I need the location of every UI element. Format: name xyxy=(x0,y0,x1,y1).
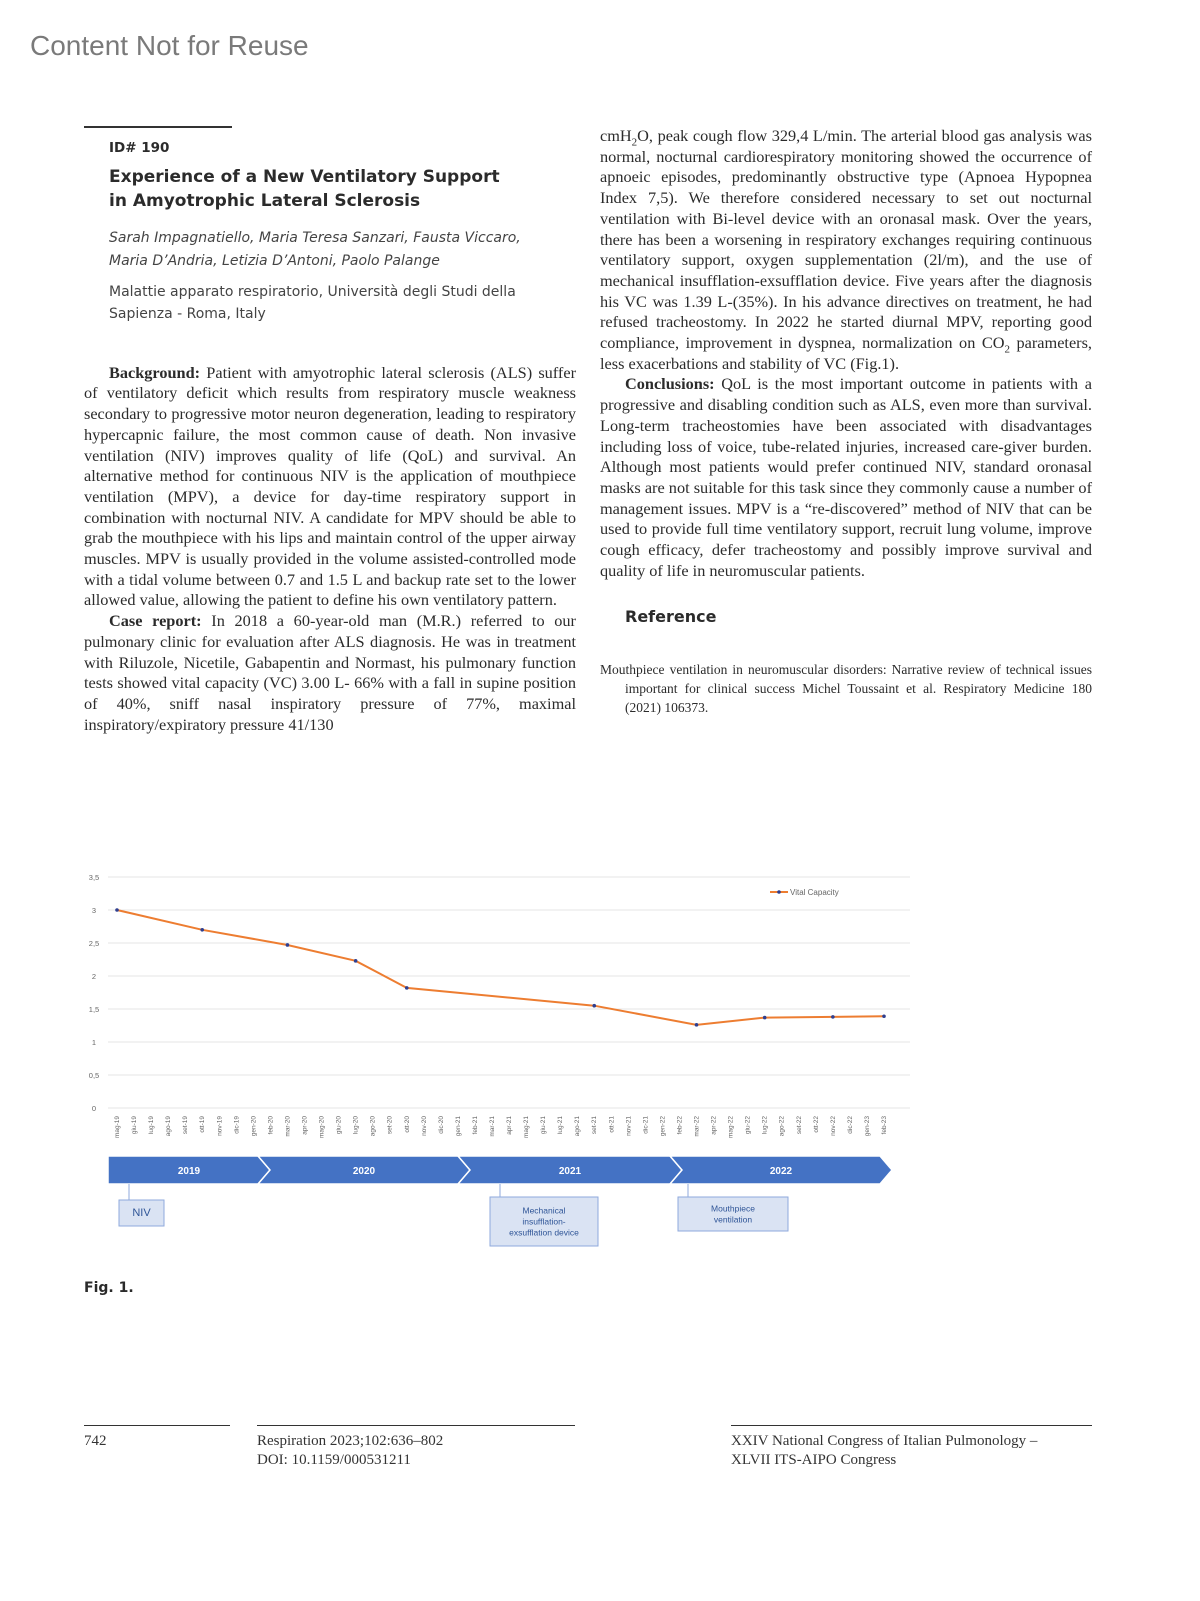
y-tick-label: 0 xyxy=(91,1104,97,1113)
data-point-marker xyxy=(354,959,358,963)
x-tick-label: mag-21 xyxy=(523,1116,531,1139)
footer-rule-journal xyxy=(257,1425,575,1426)
x-tick-label: gen-20 xyxy=(250,1116,258,1137)
x-tick-label: apr-22 xyxy=(710,1116,718,1135)
congress-line-1: XXIV National Congress of Italian Pulmonology – xyxy=(731,1433,1038,1449)
case-report-text-end: parameters, less exacerbations and stability of VC (Fig.1). xyxy=(600,333,1092,373)
timeline-year-label: 2022 xyxy=(769,1166,793,1177)
x-tick-label: giu-21 xyxy=(540,1116,548,1135)
congress-line-2: XLVII ITS-AIPO Congress xyxy=(731,1452,897,1468)
case-report-text: In 2018 a 60-year-old man (M.R.) referred to our pulmonary clinic for evaluation after ALS diagnosis. He was in treatment with Riluzole, Nicetile, Gabapentin and Normast, his pulmonary function tests showed vital capacity (VC) 3.00 L- 66% with a fall in supine position of 40%, sniff nasal inspiratory pressure of 77%, maximal inspiratory/expiratory pressure 41/130 xyxy=(84,611,576,734)
x-tick-label: nov-19 xyxy=(216,1116,224,1136)
data-point-marker xyxy=(882,1014,886,1018)
doi-line: DOI: 10.1159/000531211 xyxy=(257,1452,411,1468)
x-tick-label: lug-20 xyxy=(352,1116,360,1135)
x-tick-label: mag-19 xyxy=(114,1116,121,1139)
page-number: 742 xyxy=(84,1433,107,1449)
x-tick-label: set-20 xyxy=(386,1116,394,1135)
abstract-id: ID# 190 xyxy=(109,140,170,156)
watermark: Content Not for Reuse xyxy=(30,30,309,61)
x-tick-label: apr-20 xyxy=(301,1116,309,1135)
timeline-year-label: 2020 xyxy=(352,1166,376,1177)
x-tick-label: giu-19 xyxy=(131,1116,139,1135)
event-label: Mouthpiece xyxy=(711,1203,755,1214)
x-tick-label: nov-21 xyxy=(625,1116,633,1136)
x-tick-label: dic-22 xyxy=(846,1116,854,1134)
footer-rule-congress xyxy=(731,1425,1092,1426)
legend-label: Vital Capacity xyxy=(790,888,839,897)
x-tick-label: ago-20 xyxy=(369,1116,377,1137)
x-tick-label: gen-22 xyxy=(659,1116,667,1137)
chart-canvas xyxy=(80,860,920,1260)
y-tick-label: 1 xyxy=(91,1038,97,1047)
x-tick-label: ott-20 xyxy=(403,1116,411,1133)
x-tick-label: mar-22 xyxy=(693,1116,701,1137)
affiliation xyxy=(109,281,576,325)
background-label: Background: xyxy=(109,362,201,382)
y-tick-label: 3 xyxy=(91,906,97,915)
conclusions-text: QoL is the most important outcome in patients with a progressive and disabling condition such as ALS, even more than survival. Long-term tracheostomies have been associated with disadvantages including loss of voice, tube-related injuries, increased care-giver burden. Although most patients would prefer continued NIV, standard oronasal masks are not suitable for this task since they commonly cause a number of management issues. MPV is a “re-discovered” method of NIV that can be used to provide full time ventilatory support, recruit lung volume, improve cough efficacy, defer tracheostomy and possibly improve survival and quality of life in neuromuscular patients. xyxy=(600,374,1092,580)
y-tick-label: 3,5 xyxy=(88,873,100,882)
x-tick-label: gen-23 xyxy=(863,1116,871,1137)
right-column xyxy=(600,126,1092,717)
x-tick-label: mag-22 xyxy=(727,1116,735,1139)
vital-capacity-line xyxy=(117,910,884,1025)
x-tick-label: ago-21 xyxy=(574,1116,582,1137)
title-line-1: Experience of a New Ventilatory Support xyxy=(109,166,500,187)
y-tick-label: 2 xyxy=(91,972,97,981)
data-point-marker xyxy=(115,908,119,912)
y-tick-label: 1,5 xyxy=(88,1005,100,1014)
vital-capacity-chart xyxy=(80,860,920,1260)
case-report-paragraph xyxy=(84,611,576,735)
x-tick-label: dic-21 xyxy=(642,1116,650,1134)
background-text: Patient with amyotrophic lateral sclerosis (ALS) suffer of ventilatory deficit which results from respiratory muscle weakness secondary to progressive motor neuron degeneration, leading to respiratory hypercapnic failure, the most common cause of death. Non invasive ventilation (NIV) improves quality of life (QoL) and survival. An alternative method for continuous NIV is the application of mouthpiece ventilation (MPV), a device for day-time respiratory support in combination with nocturnal NIV. A candidate for MPV should be able to grab the mouthpiece with his lips and maintain control of the upper airway muscles. MPV is usually provided in the volume assisted-controlled mode with a tidal volume between 0.7 and 1.5 L and backup rate set to the lower allowed value, allowing the patient to define his own ventilatory pattern. xyxy=(84,362,576,610)
reference-item: Mouthpiece ventilation in neuromuscular disorders: Narrative review of technical issues important for clinical success Michel Toussaint et al. Respiratory Medicine 180 (2021) 106373. xyxy=(600,662,1092,716)
case-report-text-continued: O, peak cough flow 329,4 L/min. The arterial blood gas analysis was normal, nocturnal cardiorespiratory monitoring showed the occurrence of apnoeic episodes, predominantly obstructive type (Apnoea Hypopnea Index 7,5). We therefore considered necessary to set out nocturnal ventilation with Bi-level device with an oronasal mask. Over the years, there has been a worsening in respiratory exchanges requiring continuous ventilatory support, oxygen supplementation (2l/m), and the use of mechanical insufflation-exsufflation device. Five years after the diagnosis his VC was 1.39 L-(35%). In his advance directives on treatment, he had refused tracheostomy. In 2022 he started diurnal MPV, reporting good compliance, improvement in dyspnea, normalization on CO xyxy=(600,126,1092,353)
x-tick-label: nov-20 xyxy=(420,1116,428,1136)
x-tick-label: feb-22 xyxy=(676,1116,684,1135)
x-tick-label: lug-22 xyxy=(761,1116,769,1135)
affiliation-line-1: Malattie apparato respiratorio, Università degli Studi della xyxy=(109,283,516,300)
y-tick-label: 2,5 xyxy=(88,939,100,948)
x-tick-label: ago-19 xyxy=(165,1116,173,1137)
subscript-2: 2 xyxy=(631,136,638,149)
x-tick-label: ago-22 xyxy=(778,1116,786,1137)
footer-rule-page xyxy=(84,1425,230,1426)
x-tick-label: dic-20 xyxy=(437,1116,445,1134)
x-tick-label: feb-23 xyxy=(881,1116,888,1135)
x-tick-label: gen-21 xyxy=(454,1116,462,1137)
timeline-year-label: 2021 xyxy=(558,1166,582,1177)
event-label: insufflation- xyxy=(522,1216,566,1227)
data-point-marker xyxy=(695,1023,699,1027)
subscript-2: 2 xyxy=(1004,343,1010,356)
event-label: Mechanical xyxy=(522,1205,566,1216)
event-label: NIV xyxy=(132,1207,151,1219)
abstract-header xyxy=(84,138,576,325)
conclusions-paragraph xyxy=(600,374,1092,581)
conclusions-label: Conclusions: xyxy=(625,374,715,394)
x-tick-label: set-19 xyxy=(182,1116,190,1135)
title-line-2: in Amyotrophic Lateral Sclerosis xyxy=(109,190,421,211)
journal-citation xyxy=(257,1432,443,1470)
data-point-marker xyxy=(405,986,409,990)
event-label: ventilation xyxy=(713,1214,753,1225)
x-tick-label: lug-19 xyxy=(148,1116,156,1135)
x-tick-label: mar-21 xyxy=(488,1116,496,1137)
header-rule xyxy=(84,126,232,128)
x-tick-label: giu-22 xyxy=(744,1116,752,1135)
x-tick-label: apr-21 xyxy=(506,1116,514,1135)
reference-heading: Reference xyxy=(625,607,717,627)
x-tick-label: feb-21 xyxy=(471,1116,479,1135)
x-tick-label: giu-20 xyxy=(335,1116,343,1135)
data-point-marker xyxy=(200,928,204,932)
authors xyxy=(109,227,576,273)
figure-label: Fig. 1. xyxy=(84,1280,134,1296)
x-tick-label: mag-20 xyxy=(318,1116,326,1139)
case-report-label: Case report: xyxy=(109,611,202,631)
affiliation-line-2: Sapienza - Roma, Italy xyxy=(109,305,266,322)
data-point-marker xyxy=(831,1015,835,1019)
data-point-marker xyxy=(763,1016,767,1020)
authors-line-1: Sarah Impagnatiello, Maria Teresa Sanzari, Fausta Viccaro, xyxy=(109,229,521,246)
x-tick-label: ott-21 xyxy=(608,1116,616,1133)
journal-line: Respiration 2023;102:636–802 xyxy=(257,1433,444,1449)
event-label: exsufflation device xyxy=(509,1227,579,1238)
x-tick-label: ott-22 xyxy=(812,1116,820,1133)
x-tick-label: mar-20 xyxy=(284,1116,292,1137)
case-report-continued xyxy=(600,126,1092,374)
data-point-marker xyxy=(286,943,290,947)
unit-cmh: cmH xyxy=(600,126,632,145)
x-tick-label: set-21 xyxy=(591,1116,599,1135)
y-tick-label: 0,5 xyxy=(88,1071,100,1080)
left-column xyxy=(84,126,576,735)
legend-marker xyxy=(777,890,781,894)
background-paragraph xyxy=(84,363,576,611)
x-tick-label: lug-21 xyxy=(557,1116,565,1135)
abstract-title xyxy=(109,165,576,213)
x-tick-label: dic-19 xyxy=(233,1116,241,1134)
congress-name xyxy=(731,1432,1037,1470)
data-point-marker xyxy=(592,1004,596,1008)
timeline-year-label: 2019 xyxy=(177,1166,201,1177)
x-tick-label: feb-20 xyxy=(267,1116,275,1135)
x-tick-label: nov-22 xyxy=(829,1116,837,1136)
x-tick-label: ott-19 xyxy=(199,1116,207,1133)
x-tick-label: set-22 xyxy=(795,1116,803,1135)
authors-line-2: Maria D’Andria, Letizia D’Antoni, Paolo Palange xyxy=(109,252,440,269)
